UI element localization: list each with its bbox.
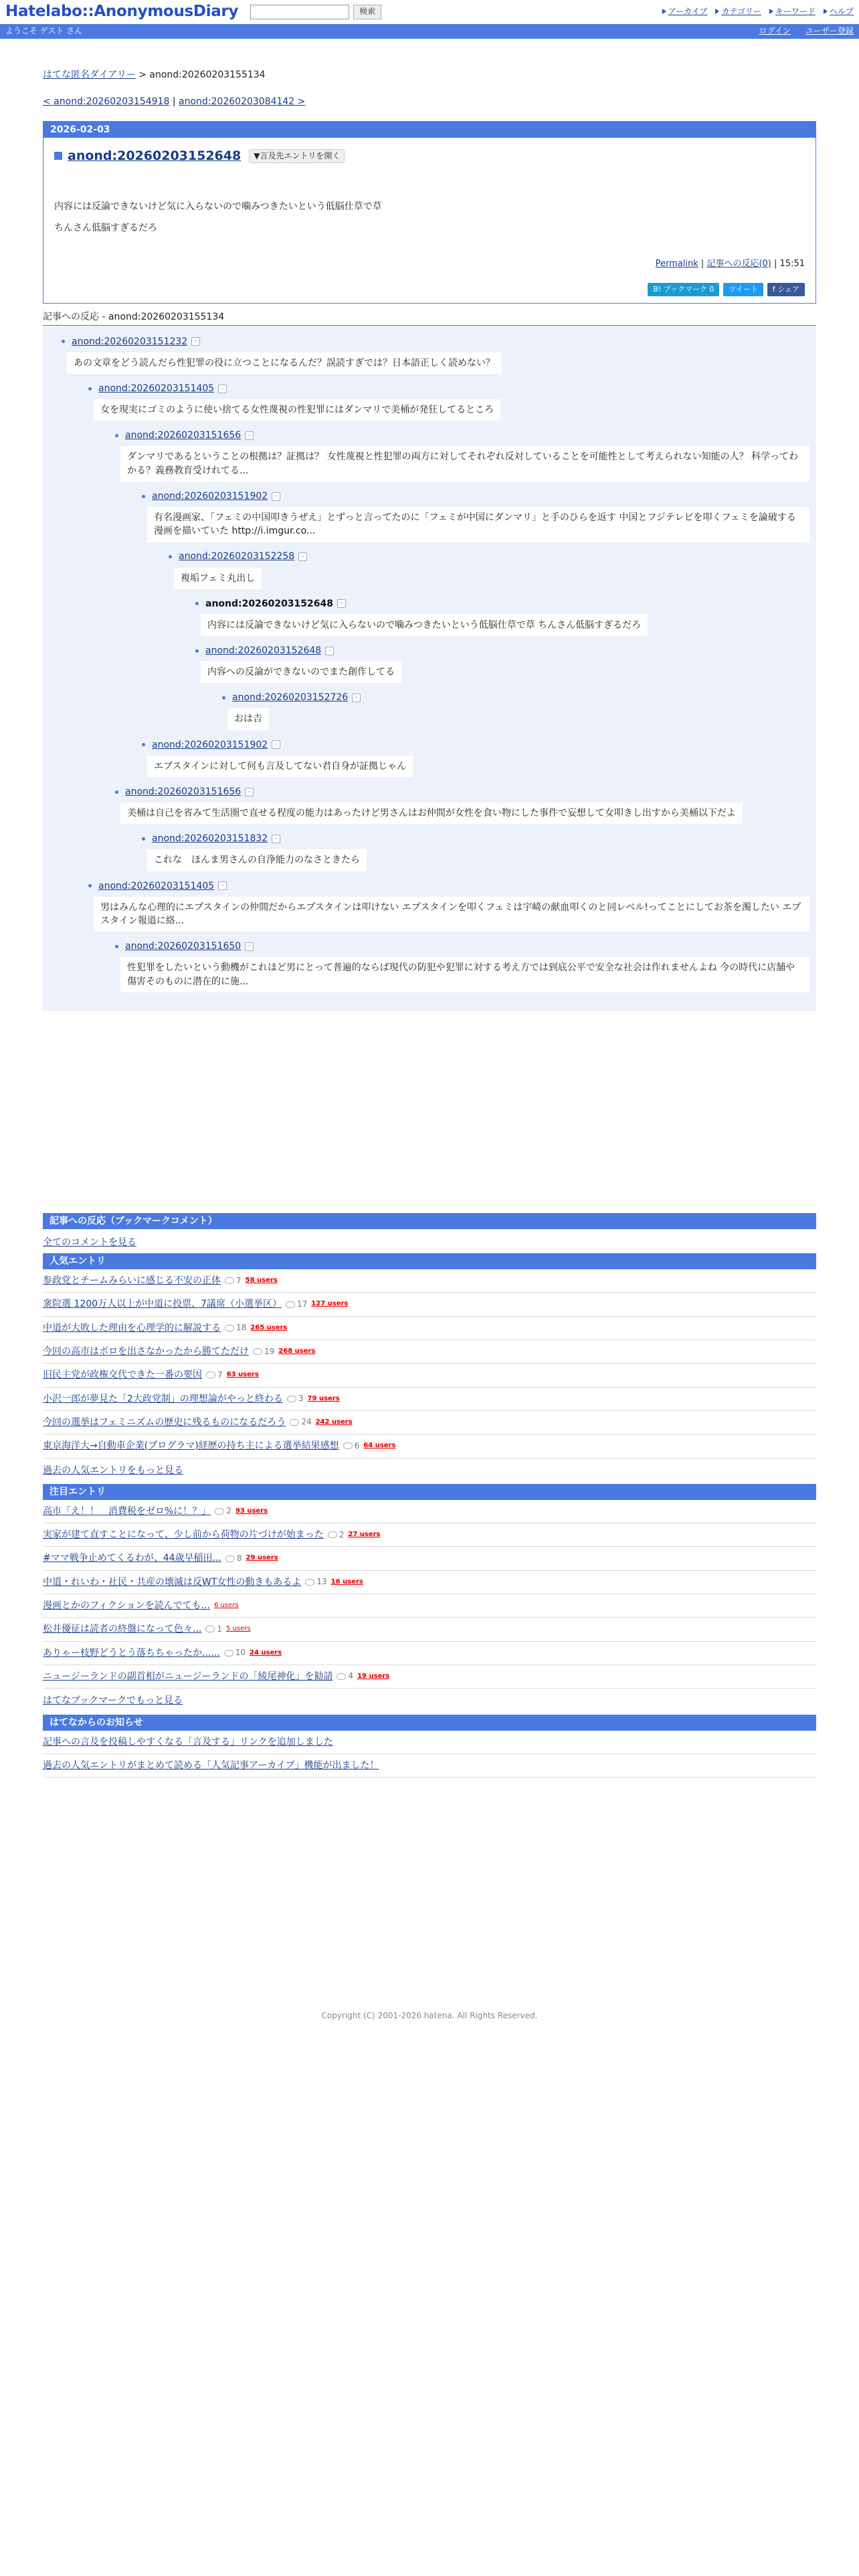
nav-help-link[interactable]: ヘルプ [829,7,854,17]
comment-count[interactable] [225,1275,242,1287]
bookmark-users-badge[interactable]: 27 users [348,1530,380,1540]
welcome-bar [0,24,859,39]
entry-link[interactable]: #ママ戦争止めてくるわが、44歳早稲田... [43,1553,221,1564]
entry-row [43,1434,816,1458]
entry-row [43,1317,816,1340]
entry-link[interactable]: 東京海洋大→自動車企業(プログラマ)経歴の持ち主による選挙結果感想 [43,1440,339,1452]
entry-paragraph: ちんさん低脳すぎるだろ [54,223,157,234]
comment-count[interactable] [328,1529,345,1541]
notices-list [43,1731,816,1778]
notice-link[interactable]: 過去の人気エントリがまとめて読める「人気記事アーカイブ」機能が出ました！ [43,1759,379,1771]
comment-count[interactable] [343,1440,360,1452]
top-nav [662,6,854,17]
reaction-link[interactable]: anond:20260203151902 [152,490,268,502]
comment-count-value: 7 [217,1370,223,1380]
comment-count-value: 8 [236,1553,242,1563]
reaction-tree [43,326,816,1011]
comment-count-value: 24 [301,1417,312,1427]
reaction-text: 性犯罪をしたいという動機がこれほど男にとって普遍的ならば現代の防犯や犯罪に対する考え方では到底公平で安全な社会は作れませんよね 今の時代に店舗や傷害そのものに潜在的に施... [120,957,809,992]
comment-count-value: 1 [217,1624,222,1634]
entry-row [43,1500,816,1523]
comment-bubble-icon [343,1442,353,1449]
reaction-text: 女を現実にゴミのように使い捨てる女性蔑視の性犯罪にはダンマリで美桶が発狂してるところ [94,399,500,421]
reaction-text: エプスタインに対して何も言及してない君自身が証拠じゃん [147,756,413,777]
nav-keyword[interactable] [769,6,816,17]
bookmark-users-badge[interactable]: 58 users [246,1276,278,1286]
comment-count[interactable] [287,1393,304,1404]
comment-count[interactable] [206,1370,223,1381]
comment-bubble-icon [290,1419,299,1426]
entry-time: 15:51 [779,258,805,269]
collapse-toggle-icon[interactable]: - [218,385,227,393]
welcome-text: ようこそ ゲスト さん [5,26,83,36]
triangle-icon [715,9,719,14]
notices-header: はてなからのお知らせ [43,1715,816,1731]
bookmark-comments-header: 記事への反応（ブックマークコメント） [43,1213,816,1229]
reaction-item [43,334,809,381]
entry-row [43,1594,816,1618]
next-entry-link[interactable]: anond:20260203084142 > [179,96,306,108]
breadcrumb-home[interactable]: はてな匿名ダイアリー [43,70,136,80]
reaction-item [43,831,809,877]
reaction-link[interactable]: anond:20260203151832 [152,833,268,845]
reaction-link[interactable]: anond:20260203151656 [125,430,242,441]
breadcrumb [43,68,816,82]
entry-row [43,1523,816,1547]
entry-row [43,1665,816,1689]
comment-bubble-icon [287,1396,296,1402]
reaction-item [43,878,809,939]
comment-bubble-icon [205,1626,215,1632]
reaction-text: おは𠮷 [227,708,269,730]
reaction-item [43,938,809,999]
entry-link[interactable]: 中道が大敗した理由を心理学的に解説する [43,1322,221,1333]
entry-link[interactable]: 今回の選挙はフェミニズムの歴史に残るものになるだろう [43,1416,286,1428]
hatena-bookmark-button[interactable]: B! ブックマーク 0 [648,283,719,296]
bookmark-users-badge[interactable]: 19 users [357,1672,389,1682]
facebook-share-button[interactable]: f シェア [767,283,805,296]
comment-bubble-icon [225,1277,234,1284]
reaction-text: 内容への反論ができないのでまた創作してる [201,661,401,683]
reaction-item [43,737,809,784]
bookmark-users-badge[interactable]: 265 users [250,1323,287,1333]
bookmark-users-badge[interactable]: 79 users [308,1394,340,1404]
popular-list [43,1269,816,1458]
entry-row [43,1340,816,1364]
reaction-link[interactable]: anond:20260203152258 [179,551,295,562]
bookmark-users-badge[interactable]: 127 users [311,1299,348,1309]
entry-footer: Permalink | 記事への反応(0) | 15:51 [655,258,805,269]
nav-category-link[interactable]: カテゴリー [721,7,761,17]
triangle-icon [662,9,666,14]
reaction-item [43,488,809,549]
reaction-link[interactable]: anond:20260203151405 [98,383,215,394]
comment-count[interactable] [290,1416,311,1428]
prev-next-nav [43,95,816,108]
bookmark-users-badge[interactable]: 24 users [250,1648,282,1658]
nav-sep: | [169,96,179,108]
reaction-item [43,643,809,689]
collapse-toggle-icon[interactable]: - [272,835,280,843]
collapse-toggle-icon[interactable]: - [272,740,280,749]
reaction-link[interactable]: anond:20260203152648 [205,598,333,609]
entry-link[interactable]: 小沢一郎が夢見た「2大政党制」の理想論がやっと終わる [43,1393,283,1404]
reactions-link[interactable]: 記事への反応(0) [706,258,771,269]
reaction-text: 有名漫画家、「フェミの中国叩きうぜえ」とずっと言ってたのに「フェミが中国にダンマリ」と手のひらを返す 中国とフジテレビを叩くフェミを論破する漫画を描いていた http://i.imgur.co... [147,507,809,542]
comment-count-value: 7 [236,1275,242,1285]
bookmark-users-badge[interactable]: 268 users [278,1347,315,1357]
entry-link[interactable]: 衆院選 1200万人以上が中道に投票、7議席（小選挙区） [43,1299,282,1310]
comment-count[interactable] [225,1322,246,1333]
reaction-link[interactable]: anond:20260203151232 [72,336,188,347]
entry-paragraph: 内容には反論できないけど気に入らないので噛みつきたいという低脳仕草で草 [54,201,382,213]
comment-count[interactable] [225,1553,242,1564]
featured-header: 注目エントリ [43,1484,816,1500]
featured-more-link[interactable]: はてなブックマークでもっと見る [43,1695,183,1707]
share-buttons [54,283,805,296]
nav-archive-link[interactable]: アーカイブ [668,7,708,17]
reaction-item [43,381,809,427]
breadcrumb-current: anond:20260203155134 [149,70,266,80]
reaction-text: 美桶は自己を省みて生活圏で直せる程度の能力はあったけど男さんはお仲間が女性を食い物にした事件で妄想して女叩きし出すから美桶以下だよ [120,802,743,824]
reaction-text: これな ほんま男さんの自浄能力のなさときたら [147,849,367,871]
register-link[interactable]: ユーザー登録 [805,26,854,36]
bookmark-users-badge[interactable]: 29 users [246,1553,278,1564]
collapse-toggle-icon[interactable]: - [191,337,200,346]
comment-count[interactable] [224,1647,246,1658]
reaction-text: 内容には反論できないけど気に入らないので噛みつきたいという低脳仕草で草 ちんさん低脳すぎるだろ [201,615,648,636]
comment-count-value: 2 [226,1506,231,1516]
collapse-toggle-icon[interactable]: - [325,647,334,655]
permalink[interactable]: Permalink [655,258,698,269]
bookmark-users-badge[interactable]: 93 users [235,1507,268,1517]
notice-row [43,1731,816,1754]
ad-space [43,1011,816,1213]
comment-bubble-icon [225,1325,234,1331]
reaction-item [43,784,809,831]
entry-link[interactable]: 中道・れいわ・社民・共産の壊滅は反WT女性の動きもあるよ [43,1576,302,1588]
comment-count-value: 3 [298,1394,304,1404]
entry-link[interactable]: 旧民主党が政権交代できた一番の要因 [43,1370,202,1381]
site-logo[interactable]: Hatelabo::AnonymousDiary [5,3,239,21]
triangle-icon [824,9,828,14]
collapse-toggle-icon[interactable]: - [337,599,346,608]
main-content [43,68,816,2022]
entry-link[interactable]: ニュージーランドの副首相がニュージーランドの「綾尾神化」を勧請 [43,1671,333,1682]
login-link[interactable]: ログイン [759,26,791,36]
entry-link[interactable]: 参政党とチームみらいに感じる不安の正体 [43,1275,221,1287]
comment-bubble-icon [225,1555,235,1562]
reaction-text: 複垢フェミ丸出し [174,568,262,589]
comment-count-value: 13 [316,1577,327,1587]
open-reference-button[interactable]: ▼言及先エントリを開く [249,149,345,163]
reaction-link[interactable]: anond:20260203151656 [125,786,242,797]
comment-count[interactable] [205,1624,222,1635]
entry-row [43,1293,816,1316]
reaction-item [43,427,809,488]
triangle-icon [769,9,773,14]
collapse-toggle-icon[interactable]: - [298,552,307,561]
notice-link[interactable]: 記事への言及を投稿しやすくなる「言及する」リンクを追加しました [43,1736,333,1747]
comment-count[interactable] [286,1299,307,1310]
comment-bubble-icon [286,1301,295,1308]
entry-row [43,1411,816,1434]
bookmark-users-badge[interactable]: 242 users [316,1418,353,1428]
prev-entry-link[interactable]: < anond:20260203154918 [43,96,170,108]
nav-category[interactable] [715,6,761,17]
comment-count-value: 2 [339,1529,345,1539]
reaction-text: 男はみんな心理的にエプスタインの仲間だからエプスタインは叩けない エプスタインを叩くフェミは宇崎の献血叩くのと同レベル!ってことにしてお茶を濁したい エプスタイン報道に絡... [94,897,809,932]
entry-link[interactable]: 漫画とかのフィクションを読んでても... [43,1600,210,1612]
collapse-toggle-icon[interactable]: - [272,492,280,501]
bookmark-users-badge[interactable]: 64 users [363,1441,395,1451]
comment-count[interactable] [337,1671,353,1682]
popular-more-link[interactable]: 過去の人気エントリをもっと見る [43,1465,183,1476]
comment-bubble-icon [337,1673,346,1680]
reactions-header: 記事への反応 - anond:20260203155134 [43,310,816,326]
entry-link[interactable]: 今回の高市はボロを出さなかったから勝てただけ [43,1346,249,1358]
entry-square-icon [54,152,62,160]
all-comments-link[interactable]: 全てのコメントを見る [43,1237,136,1248]
comment-count[interactable] [305,1576,326,1588]
nav-help[interactable] [824,6,854,17]
entry-row [43,1388,816,1411]
nav-archive[interactable] [662,6,708,17]
comment-bubble-icon [253,1348,262,1355]
search-button[interactable]: 検索 [353,5,381,19]
entry-content [54,200,805,235]
reaction-item [43,549,809,596]
entry-link[interactable]: ありゃー枝野どうとう落ちちゃったか...... [43,1647,220,1658]
search-input[interactable] [250,5,349,19]
comment-bubble-icon [224,1650,233,1656]
entry-title[interactable]: anond:20260203152648 [68,148,242,163]
reaction-link[interactable]: anond:20260203151405 [98,880,215,891]
comment-count-value: 10 [235,1648,246,1658]
bookmark-users-badge[interactable]: 16 users [331,1578,363,1588]
notice-row [43,1754,816,1778]
collapse-toggle-icon[interactable]: - [245,788,254,796]
entry-row [43,1364,816,1387]
copyright: Copyright (C) 2001-2026 hatena. All Rights Reserved. [321,2011,538,2021]
reaction-text: あの文章をどう読んだら性犯罪の役に立つことになるんだ？誤読すぎでは？日本語正しく読めない？ [67,352,502,374]
reaction-item [43,596,809,643]
entry-link[interactable]: 松井優征は読者の終盤になって色々... [43,1624,202,1635]
comment-bubble-icon [328,1531,337,1538]
comment-count-value: 18 [236,1323,247,1333]
nav-keyword-link[interactable]: キーワード [775,7,816,17]
collapse-toggle-icon[interactable]: - [218,881,227,890]
collapse-toggle-icon[interactable]: - [245,942,254,951]
reaction-link[interactable]: anond:20260203152648 [205,645,322,657]
comment-count-value: 19 [264,1346,275,1356]
popular-header: 人気エントリ [43,1253,816,1269]
comment-bubble-icon [206,1372,215,1378]
comment-count[interactable] [253,1346,274,1358]
bookmark-users-badge[interactable]: 6 users [213,1601,239,1609]
comment-count-value: 17 [297,1299,308,1309]
entry-row [43,1571,816,1594]
reaction-link[interactable]: anond:20260203152726 [232,692,349,704]
reaction-text: ダンマリであるということの根拠は？証拠は？ 女性蔑視と性犯罪の両方に対してそれぞれ反対していることを可能性として考えられない知能の人？ 科学ってわかる？義務教育受けれてる... [120,446,809,481]
reaction-item [43,689,809,736]
comment-count-value: 6 [354,1440,360,1451]
entry-link[interactable]: 実家が建て直すことになって、少し前から荷物の片づけが始まった [43,1529,324,1541]
bookmark-users-badge[interactable]: 5 users [226,1625,251,1633]
tweet-button[interactable]: ツイート [723,283,763,296]
comment-bubble-icon [305,1579,314,1586]
top-bar [0,0,859,24]
entry-row [43,1547,816,1570]
featured-list [43,1500,816,1689]
collapse-toggle-icon[interactable]: - [245,431,254,440]
entry-row [43,1269,816,1293]
comment-count[interactable] [215,1505,231,1517]
bookmark-users-badge[interactable]: 63 users [227,1370,259,1380]
entry-row [43,1618,816,1641]
breadcrumb-sep: > [135,70,150,80]
comment-bubble-icon [215,1508,224,1515]
entry-row [43,1642,816,1665]
reaction-link[interactable]: anond:20260203151650 [125,941,242,952]
entry-link[interactable]: 高市「え！！ 消費税をゼロ%に！？」 [43,1505,211,1517]
collapse-toggle-icon[interactable]: - [352,693,361,702]
day-section [43,121,816,304]
reaction-link[interactable]: anond:20260203151902 [152,739,268,750]
day-date: 2026-02-03 [43,122,816,138]
comment-count-value: 4 [348,1671,354,1681]
